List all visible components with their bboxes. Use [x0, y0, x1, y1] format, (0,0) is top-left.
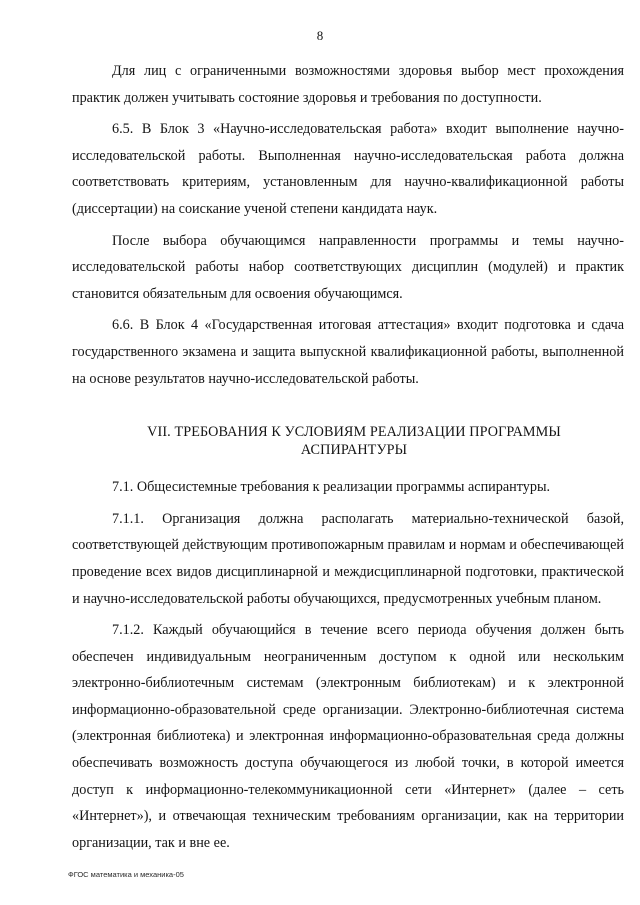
page-number: 8	[316, 28, 324, 43]
section-heading	[72, 423, 564, 459]
paragraph-7-1-1: 7.1.1. Организация должна располагать материально-технической базой, соответствующей действующим противопожарным правилам и нормам и обеспечивающей проведение всех видов дисциплинарной и междисциплинарной подготовки, практической и научно-исследовательской работы обучающихся, предусмотренных учебным планом.	[72, 510, 624, 607]
section-heading-line-1: VII. ТРЕБОВАНИЯ К УСЛОВИЯМ РЕАЛИЗАЦИИ ПРОГРАММЫ	[147, 424, 561, 441]
paragraph-6-5: 6.5. В Блок 3 «Научно-исследовательская работа» входит выполнение научно-исследовательской работы. Выполненная научно-исследовательская работа должна соответствовать критериям, установленным для научно-квалификационной работы (диссертации) на соискание ученой степени кандидата наук.	[72, 121, 624, 217]
paragraph-7-1: 7.1. Общесистемные требования к реализации программы аспирантуры.	[112, 479, 551, 496]
section-heading-line-2: АСПИРАНТУРЫ	[300, 442, 408, 459]
paragraph-6-6: 6.6. В Блок 4 «Государственная итоговая аттестация» входит подготовка и сдача государственного экзамена и защита выпускной квалификационной работы, выполненной на основе результатов научно-исследовательской работы.	[72, 317, 624, 387]
paragraph-7-1-2: 7.1.2. Каждый обучающийся в течение всего периода обучения должен быть обеспечен индивидуальным неограниченным доступом к одной или нескольким электронно-библиотечным системам (электронным библиотекам) и к электронной информационно-образовательной среде организации. Электронно-библиотечная система (электронная библиотека) и электронная информационно-образовательная среда должны обеспечивать возможность доступа обучающегося из любой точки, в которой имеется доступ к информационно-телекоммуникационной сети «Интернет» (далее – сеть «Интернет»), и отвечающая техническим требованиям организации, как на территории организации, так и вне ее.	[72, 622, 624, 851]
page-footer: ФГОС математика и механика-05	[68, 870, 184, 879]
page-content	[72, 58, 624, 861]
paragraph-health-practice: Для лиц с ограниченными возможностями здоровья выбор мест прохождения практик должен учитывать состояние здоровья и требования по доступности.	[72, 63, 624, 106]
paragraph-direction-choice: После выбора обучающимся направленности программы и темы научно-исследовательской работы набор соответствующих дисциплин (модулей) и практик становится обязательным для освоения обучающимся.	[72, 232, 624, 302]
